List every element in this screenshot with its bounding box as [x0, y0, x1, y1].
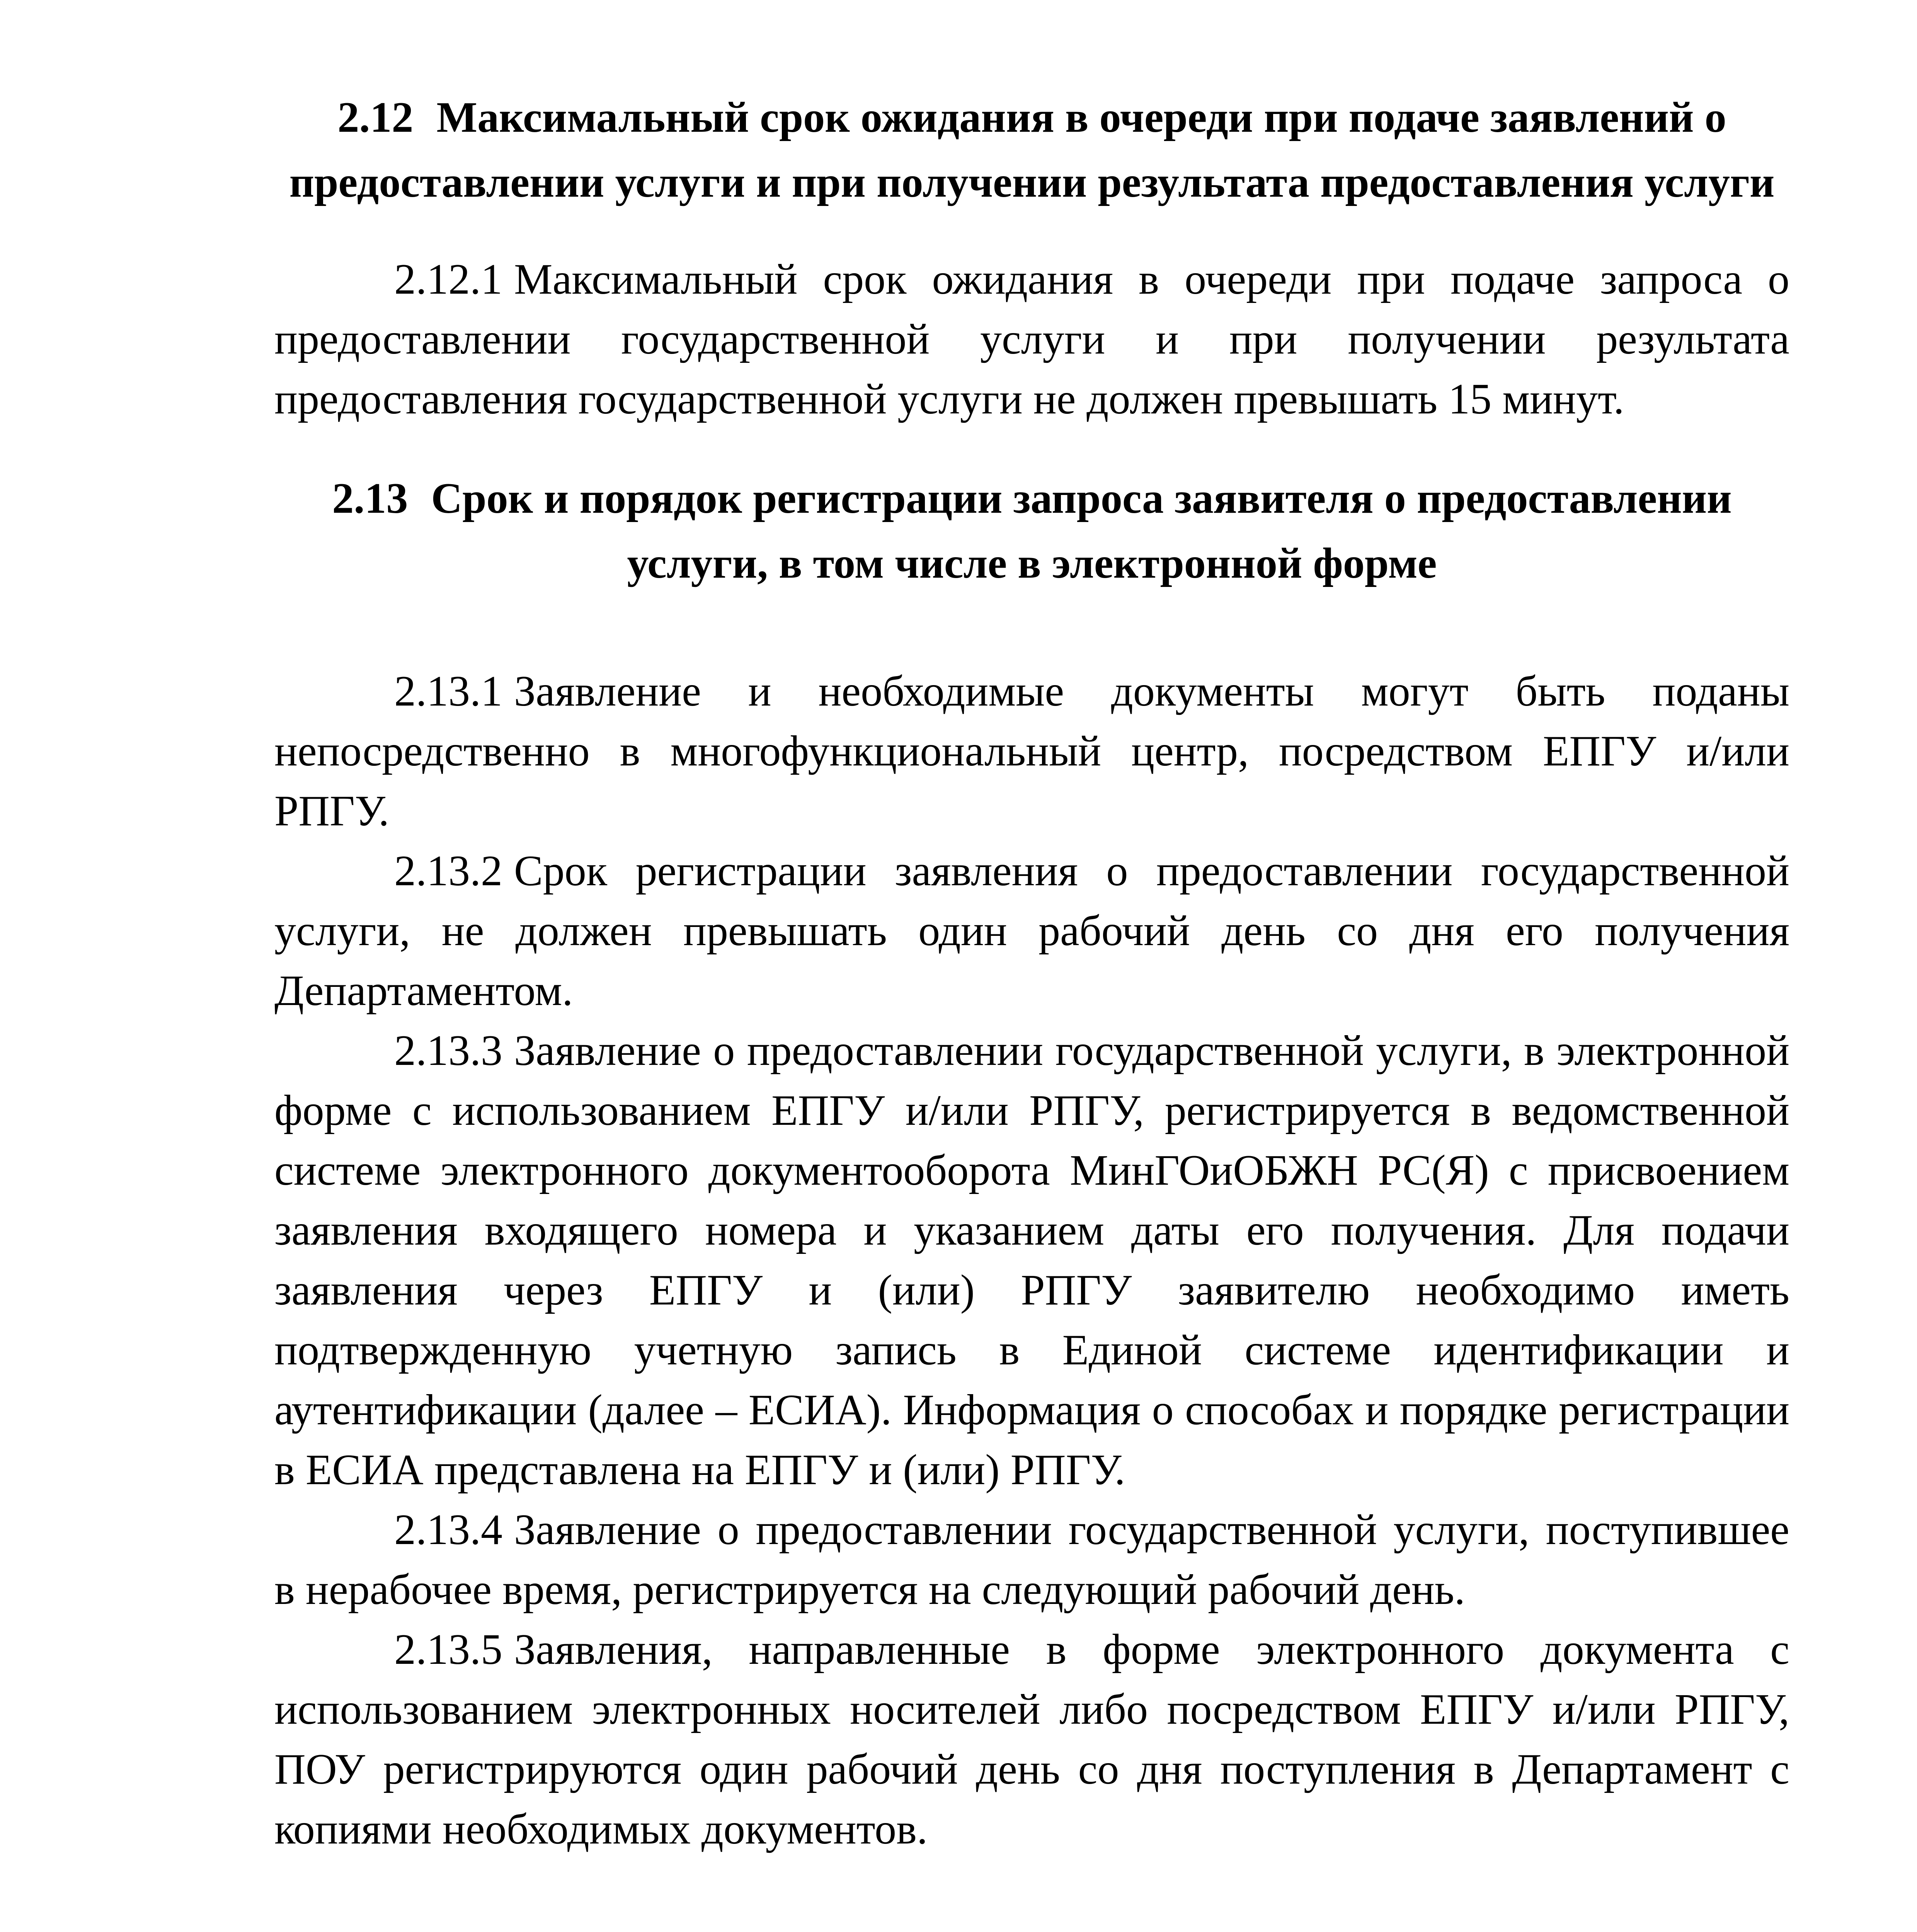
paragraph-number: 2.13.3	[394, 1027, 502, 1075]
paragraph-text: Заявление о предоставлении государственной услуги, поступившее в нерабочее время, регистрируется на следующий рабочий день.	[274, 1506, 1789, 1614]
paragraph-text: Срок регистрации заявления о предоставлении государственной услуги, не должен превышать один рабочий день со дня его получения Департаментом.	[274, 847, 1789, 1015]
paragraph-number: 2.13.2	[394, 847, 502, 895]
section-heading-2-13	[274, 466, 1789, 596]
document-page	[274, 85, 1789, 1932]
paragraph-2-13-5	[274, 1620, 1789, 1859]
paragraph-text: Максимальный срок ожидания в очереди при подаче запроса о предоставлении государственной услуги и при получении результата предоставления государственной услуги не должен превышать 15 минут.	[274, 255, 1789, 423]
section-number: 2.12	[337, 94, 414, 141]
paragraph-number: 2.13.4	[394, 1506, 502, 1554]
paragraph-number: 2.13.1	[394, 667, 502, 715]
paragraph-number: 2.13.5	[394, 1626, 502, 1673]
paragraph-number: 2.12.1	[394, 255, 502, 303]
section-title: Максимальный срок ожидания в очереди при подаче заявлений о предоставлении услуги и при получении результата предоставления услуги	[289, 94, 1775, 206]
paragraph-text: Заявление о предоставлении государственной услуги, в электронной форме с использованием ЕПГУ и/или РПГУ, регистрируется в ведомственной системе электронного документооборота МинГОиОБЖН РС(Я) с присвоением заявления входящего номера и указанием даты его получения. Для подачи заявления через ЕПГУ и (или) РПГУ заявителю необходимо иметь подтвержденную учетную запись в Единой системе идентификации и аутентификации (далее – ЕСИА). Информация о способах и порядке регистрации в ЕСИА представлена на ЕПГУ и (или) РПГУ.	[274, 1027, 1789, 1494]
paragraph-2-12-1	[274, 250, 1789, 429]
paragraph-text: Заявления, направленные в форме электронного документа с использованием электронных носителей либо посредством ЕПГУ и/или РПГУ, ПОУ регистрируются один рабочий день со дня поступления в Департамент с копиями необходимых документов.	[274, 1626, 1789, 1853]
paragraph-2-13-2	[274, 841, 1789, 1021]
paragraph-text: Заявление и необходимые документы могут быть поданы непосредственно в многофункциональный центр, посредством ЕПГУ и/или РПГУ.	[274, 667, 1789, 835]
paragraph-2-13-1	[274, 662, 1789, 841]
section-heading-2-12	[274, 85, 1789, 215]
section-title: Срок и порядок регистрации запроса заявителя о предоставлении услуги, в том числе в электронной форме	[431, 474, 1732, 587]
paragraph-2-13-4	[274, 1500, 1789, 1620]
section-number: 2.13	[332, 474, 408, 522]
paragraph-2-13-3	[274, 1021, 1789, 1500]
